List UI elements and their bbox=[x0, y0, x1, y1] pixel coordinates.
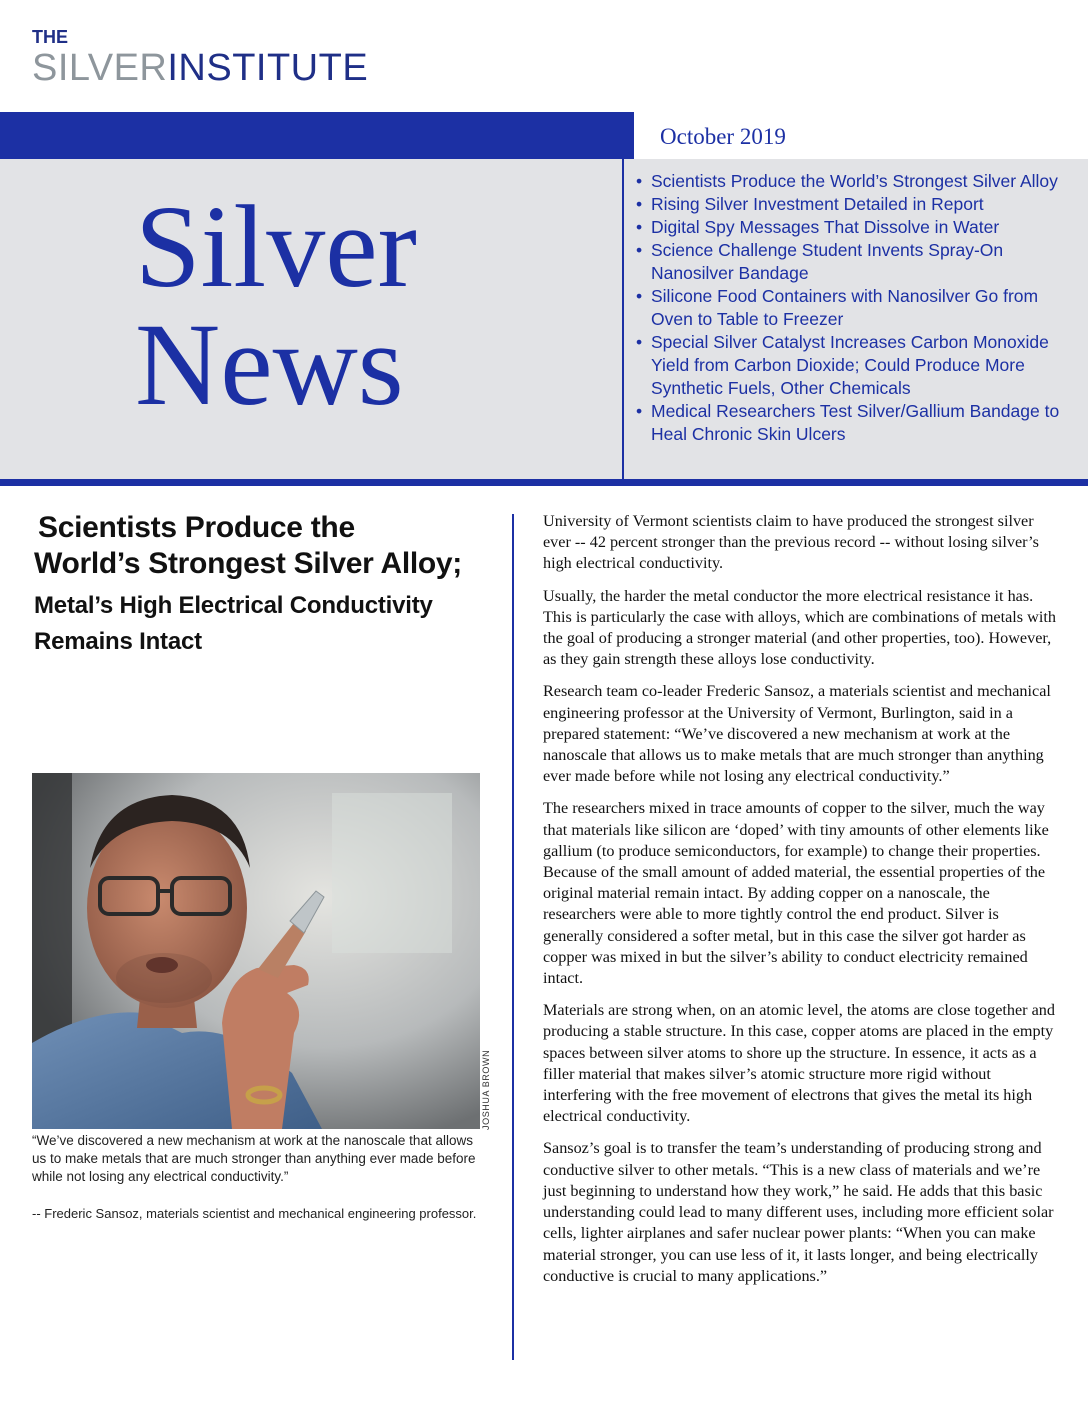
photo-caption: “We’ve discovered a new mechanism at work at the nanoscale that allows us to make metals that are much stronger than anything ever made before while not losing any electrical conductivity.” bbox=[32, 1133, 476, 1184]
contents-item[interactable]: • Science Challenge Student Invents Spray-On Nanosilver Bandage bbox=[636, 239, 1076, 285]
subheadline-line1: Metal’s High Electrical Conductivity bbox=[34, 592, 433, 619]
article-paragraph: Usually, the harder the metal conductor the more electrical resistance it has. This is particularly the case with alloys, which are combinations of metals with the goal of producing a stronger material (and other properties, too). However, as they gain strength these alloys lose conductivity. bbox=[543, 586, 1056, 669]
article-headline bbox=[34, 510, 494, 660]
logo-silver: SILVER bbox=[32, 47, 168, 89]
contents-item[interactable]: • Scientists Produce the World’s Strongest Silver Alloy bbox=[636, 170, 1076, 193]
subheadline-line2: Remains Intact bbox=[34, 628, 202, 655]
masthead-title-line2: News bbox=[135, 299, 404, 430]
issue-date-box bbox=[628, 112, 1088, 159]
article-paragraph: Materials are strong when, on an atomic level, the atoms are close together and producing a stable structure. In this case, copper atoms are placed in the empty spaces between silver atoms to shore up the structure. In essence, it acts as a filler material that makes silver’s atomic structure more rigid without interfering with the free movement of electrons that gives the metal its high electrical conductivity. bbox=[543, 1001, 1055, 1126]
masthead-title-line1: Silver bbox=[135, 181, 417, 312]
article-paragraph: Sansoz’s goal is to transfer the team’s understanding of producing strong and conductive silver to other metals. “This is a new class of materials and we’re just beginning to understand how they work,” he said. He adds that this basic understanding could lead to many different uses, including more efficient solar cells, lighter airplanes and safer nuclear power plants: “When you can make material stronger, you can use less of it, it lasts longer, and being electrically conductive is crucial to many applications.” bbox=[543, 1139, 1054, 1285]
headline-main bbox=[34, 510, 494, 582]
silver-institute-logo bbox=[32, 28, 368, 88]
photo-credit-text: JOSHUA BROWN bbox=[481, 1049, 491, 1130]
masthead-divider bbox=[622, 159, 624, 479]
column-divider bbox=[512, 514, 514, 1360]
headline-line2: World’s Strongest Silver Alloy; bbox=[34, 547, 463, 580]
masthead-bottom-rule bbox=[0, 479, 1088, 486]
contents-item[interactable]: • Digital Spy Messages That Dissolve in Water bbox=[636, 216, 1076, 239]
article-paragraph: Research team co-leader Frederic Sansoz, a materials scientist and mechanical engineering professor at the University of Vermont, Burlington, said in a prepared statement: “We’ve discovered a new mechanism at work at the nanoscale that allows us to make metals that are much stronger than anything ever made before while not losing any electrical conductivity.” bbox=[543, 682, 1051, 786]
logo-institute: INSTITUTE bbox=[167, 47, 369, 89]
contents-item[interactable]: • Special Silver Catalyst Increases Carbon Monoxide Yield from Carbon Dioxide; Could Produce More Synthetic Fuels, Other Chemicals bbox=[636, 331, 1076, 400]
contents-item[interactable]: • Medical Researchers Test Silver/Gallium Bandage to Heal Chronic Skin Ulcers bbox=[636, 400, 1076, 446]
issue-date: October 2019 bbox=[660, 124, 786, 149]
article-paragraph: The researchers mixed in trace amounts of copper to the silver, much the way that materials like silicon are ‘doped’ with tiny amounts of other elements like gallium (to produce semiconductors, for example) to change their properties. Because of the small amount of added material, the essential properties of the original material remain intact. By adding copper on a nanoscale, the researchers were able to more tightly control the end product. Silver is generally considered a softer metal, but in this case the silver got harder as copper was mixed in but the silver’s ability to conduct electricity remained intact. bbox=[543, 799, 1049, 988]
scientist-photo-illustration bbox=[32, 773, 480, 1129]
masthead-title bbox=[135, 181, 417, 430]
caption-attribution: -- Frederic Sansoz, materials scientist and mechanical engineering professor. bbox=[32, 1206, 477, 1221]
contents-item[interactable]: • Silicone Food Containers with Nanosilver Go from Oven to Table to Freezer bbox=[636, 285, 1076, 331]
headline-line1: Scientists Produce the bbox=[38, 511, 355, 544]
logo-the: THE bbox=[32, 27, 68, 47]
contents-list bbox=[636, 170, 1076, 446]
article-subheadline bbox=[34, 588, 494, 660]
article-photo bbox=[32, 773, 480, 1129]
logo-wordmark bbox=[32, 48, 368, 88]
article-paragraph: University of Vermont scientists claim to have produced the strongest silver ever -- 42 percent stronger than the previous record -- without losing silver’s high electrical conductivity. bbox=[543, 512, 1039, 573]
contents-item[interactable]: • Rising Silver Investment Detailed in Report bbox=[636, 193, 1076, 216]
photo-credit bbox=[480, 1024, 496, 1130]
article-body bbox=[543, 511, 1057, 1298]
